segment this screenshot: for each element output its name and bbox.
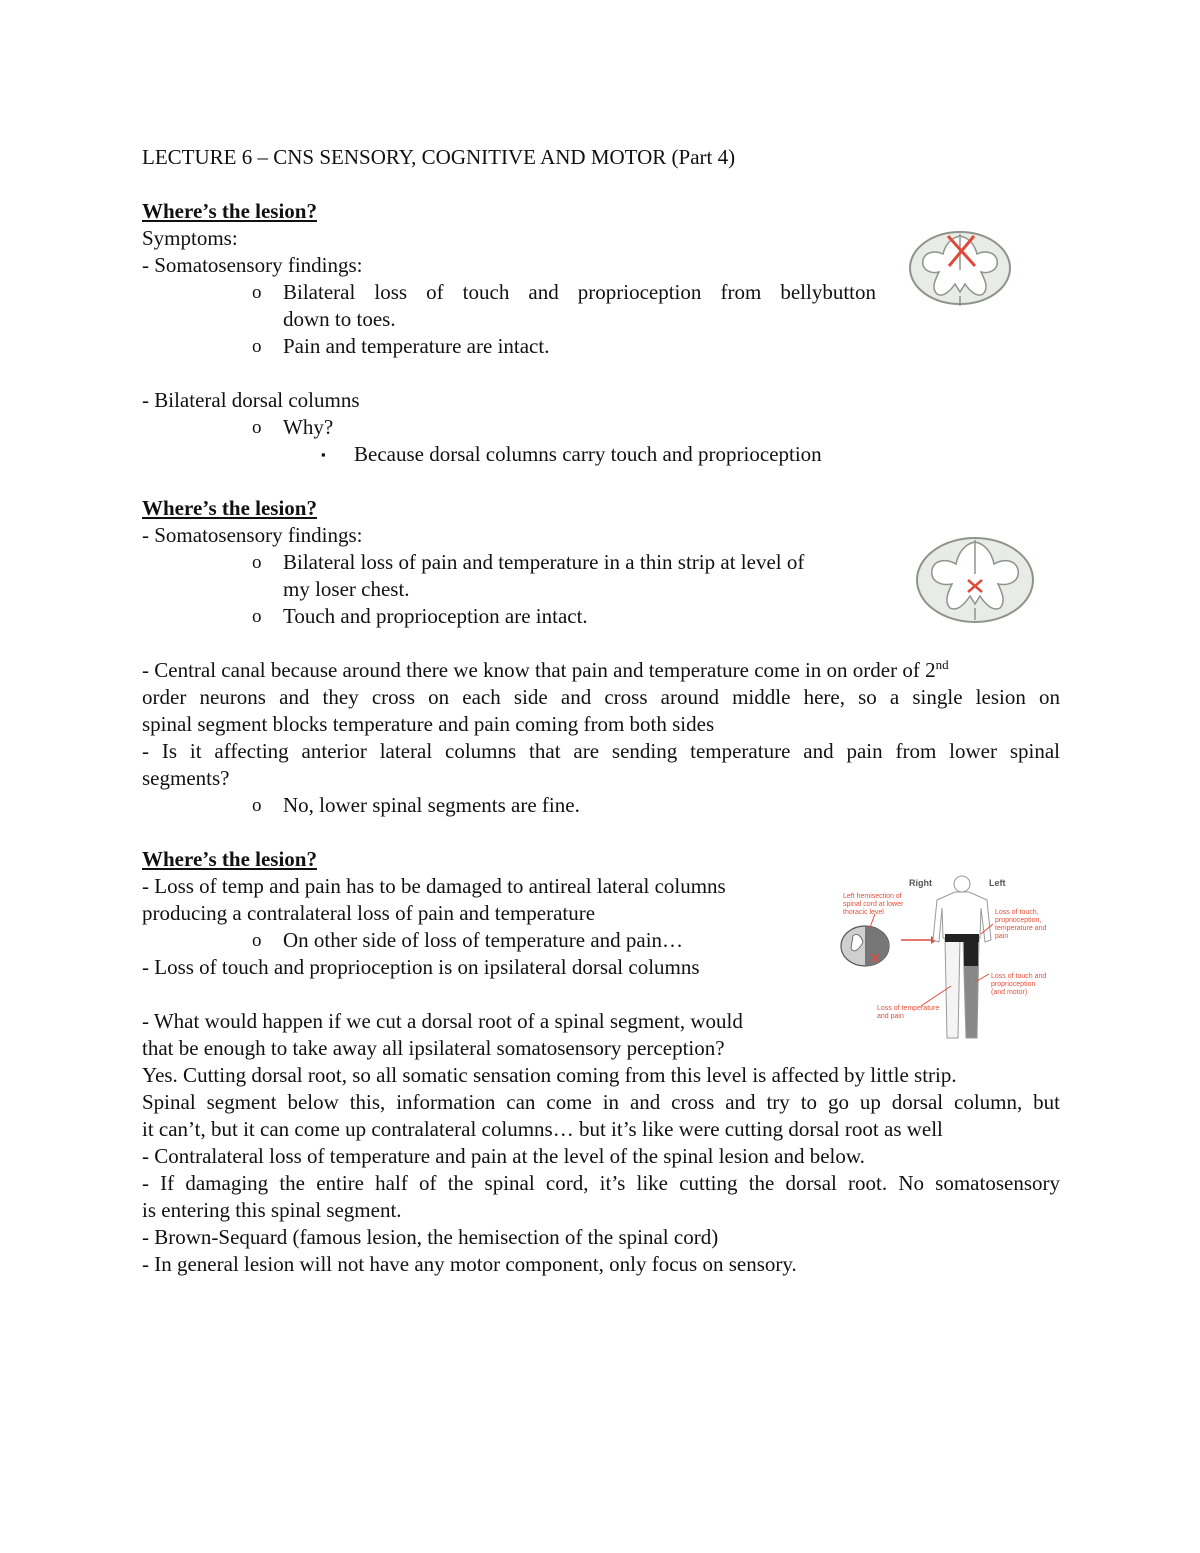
page-title: LECTURE 6 – CNS SENSORY, COGNITIVE AND MOTOR (Part 4) <box>142 145 736 169</box>
paragraph-line: that be enough to take away all ipsilateral somatosensory perception? <box>142 1036 725 1060</box>
loss-temp-label: Loss of temperature and pain <box>877 1005 940 1020</box>
list-item-cont: down to toes. <box>283 307 396 331</box>
list-item: On other side of loss of temperature and pain… <box>283 928 684 952</box>
bullet-o: o <box>252 552 262 573</box>
body-figure <box>933 876 991 1038</box>
bullet-o: o <box>252 417 262 438</box>
bullet-o: o <box>252 795 262 816</box>
bullet-square: ▪ <box>321 447 326 462</box>
paragraph-line: Yes. Cutting dorsal root, so all somatic sensation coming from this level is affected by little strip. <box>142 1063 957 1087</box>
paragraph-line: producing a contralateral loss of pain and temperature <box>142 901 596 925</box>
spinal-cord-dorsal-lesion-figure <box>905 226 1015 312</box>
list-item: Bilateral loss of touch and proprioception from bellybutton <box>283 280 876 304</box>
hemisection-label: Left hemisection of spinal cord at lower thoracic level <box>843 893 904 916</box>
loss-touch-label: Loss of touch and proprioception (and motor) <box>991 973 1047 996</box>
section-3-heading: Where’s the lesion? <box>142 847 317 871</box>
paragraph-line: - If damaging the entire half of the spinal cord, it’s like cutting the dorsal root. No somatosensory <box>142 1171 1060 1195</box>
list-item: Touch and proprioception are intact. <box>283 604 588 628</box>
paragraph-line: - In general lesion will not have any motor component, only focus on sensory. <box>142 1252 797 1276</box>
list-item: Because dorsal columns carry touch and proprioception <box>354 442 822 466</box>
hemisection-body-figure <box>835 870 1065 1040</box>
list-item: No, lower spinal segments are fine. <box>283 793 580 817</box>
list-item: Pain and temperature are intact. <box>283 334 550 358</box>
paragraph-line: - Is it affecting anterior lateral columns that are sending temperature and pain from lower spinal <box>142 739 1060 763</box>
superscript: nd <box>935 657 949 672</box>
paragraph-line <box>142 657 949 684</box>
paragraph-line: spinal segment blocks temperature and pain coming from both sides <box>142 712 715 736</box>
paragraph-line: it can’t, but it can come up contralateral columns… but it’s like were cutting dorsal root as well <box>142 1117 943 1141</box>
section-2-heading: Where’s the lesion? <box>142 496 317 520</box>
paragraph-line: - Loss of touch and proprioception is on ipsilateral dorsal columns <box>142 955 700 979</box>
paragraph-line: - What would happen if we cut a dorsal root of a spinal segment, would <box>142 1009 743 1033</box>
bullet-o: o <box>252 282 262 303</box>
list-item-cont: my loser chest. <box>283 577 410 601</box>
section-1-heading: Where’s the lesion? <box>142 199 317 223</box>
symptoms-label: Symptoms: <box>142 226 238 250</box>
bullet-o: o <box>252 930 262 951</box>
text-run: - Central canal because around there we know that pain and temperature come in on order of 2 <box>142 658 936 682</box>
findings-label: - Somatosensory findings: <box>142 523 363 547</box>
paragraph-line: - Loss of temp and pain has to be damaged to antireal lateral columns <box>142 874 726 898</box>
list-item: Bilateral loss of pain and temperature in a thin strip at level of <box>283 550 805 574</box>
paragraph-line: Spinal segment below this, information can come in and cross and try to go up dorsal column, but <box>142 1090 1060 1114</box>
findings-label: - Somatosensory findings: <box>142 253 363 277</box>
spinal-cord-central-lesion-figure <box>912 530 1038 626</box>
list-item: Why? <box>283 415 334 439</box>
paragraph-line: order neurons and they cross on each side and cross around middle here, so a single lesion on <box>142 685 1060 709</box>
right-label: Right <box>909 878 932 888</box>
answer-text: - Bilateral dorsal columns <box>142 388 360 412</box>
paragraph-line: segments? <box>142 766 230 790</box>
paragraph-line: - Contralateral loss of temperature and pain at the level of the spinal lesion and below. <box>142 1144 865 1168</box>
bullet-o: o <box>252 336 262 357</box>
left-label: Left <box>989 878 1006 888</box>
paragraph-line: - Brown-Sequard (famous lesion, the hemisection of the spinal cord) <box>142 1225 719 1249</box>
bullet-o: o <box>252 606 262 627</box>
loss-all-label: Loss of touch, proprioception, temperature and pain <box>995 909 1047 940</box>
paragraph-line: is entering this spinal segment. <box>142 1198 402 1222</box>
